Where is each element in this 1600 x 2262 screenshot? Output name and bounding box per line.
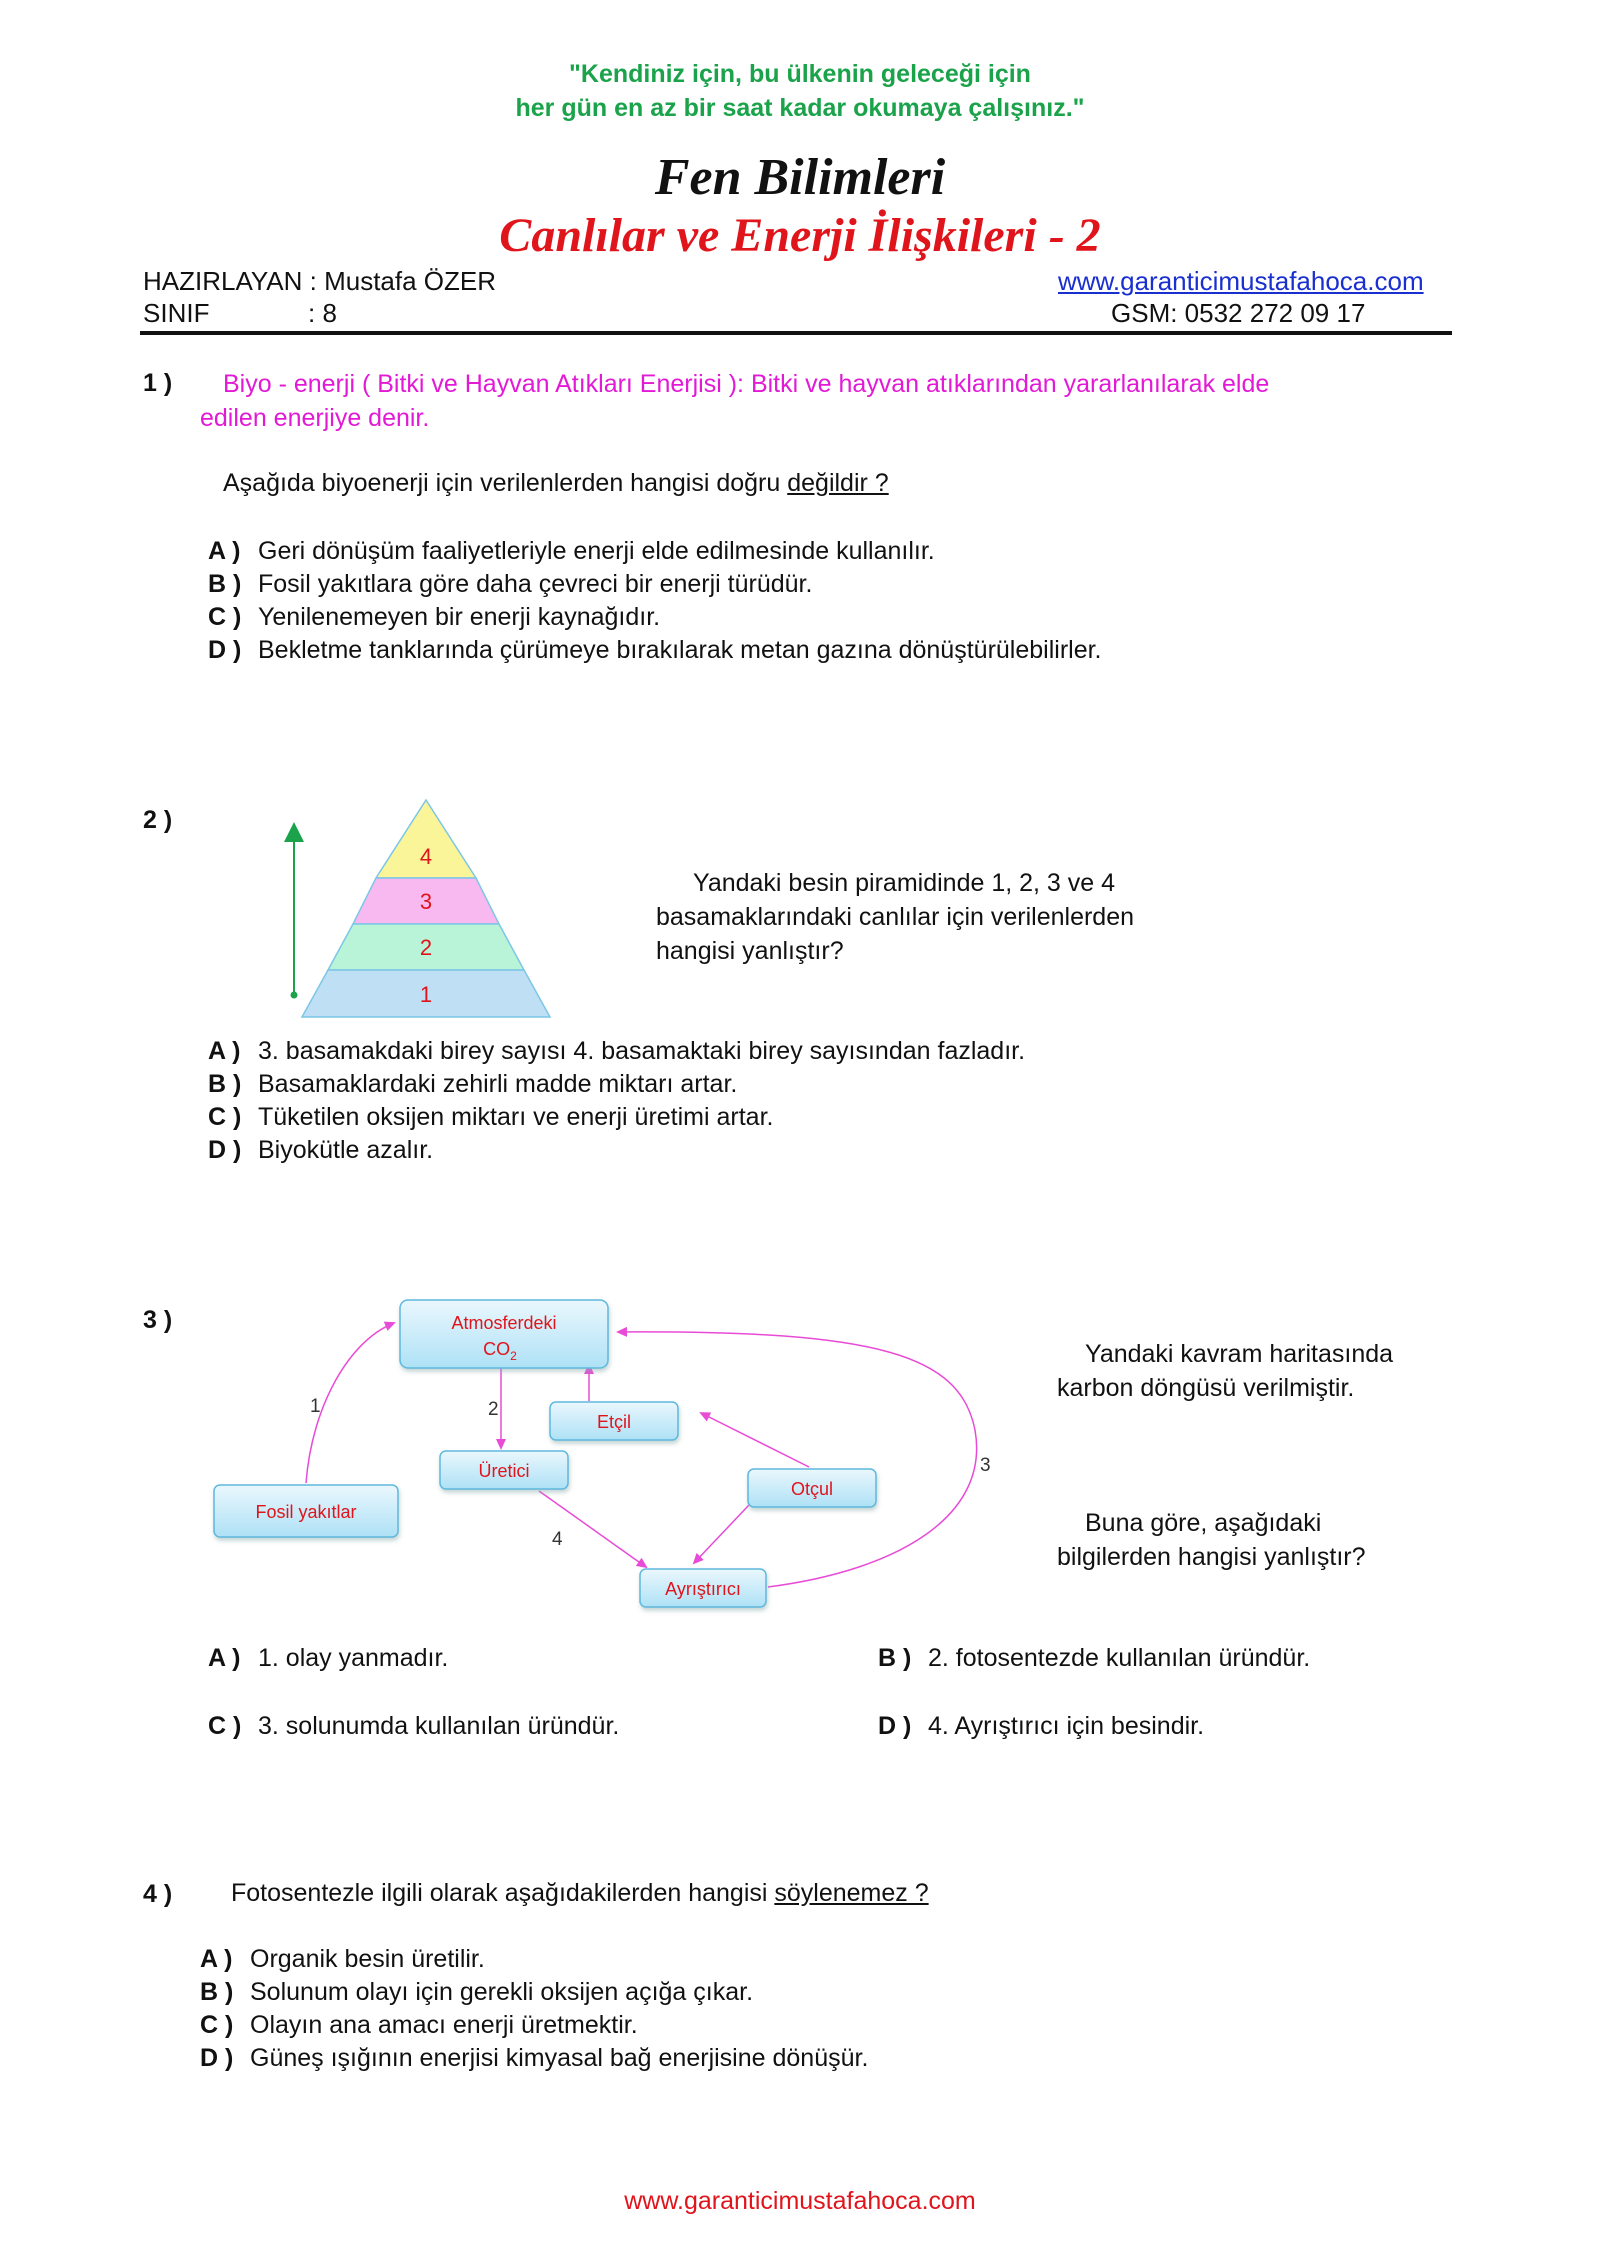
question-2-stem-line-1: Yandaki besin piramidinde 1, 2, 3 ve 4 — [693, 869, 1116, 897]
question-4-options — [200, 1943, 868, 2075]
header-divider — [140, 331, 1452, 335]
question-1-stem — [223, 466, 889, 500]
question-1-intro-line-1: Biyo - enerji ( Bitki ve Hayvan Atıkları Enerjisi ): Bitki ve hayvan atıklarından yararlanılarak elde — [223, 370, 1270, 398]
question-4-stem-negation: söylenemez ? — [774, 1879, 929, 1907]
node-uretici-label: Üretici — [478, 1461, 530, 1481]
question-2-number: 2 ) — [143, 806, 173, 834]
class-label: SINIF — [143, 298, 210, 328]
option-letter: A ) — [208, 537, 241, 565]
arrow-label-1: 1 — [310, 1396, 321, 1417]
question-3-number: 3 ) — [143, 1306, 173, 1334]
option-letter: D ) — [200, 2044, 234, 2072]
question-3-option-c[interactable] — [208, 1710, 619, 1743]
question-2-option-a[interactable] — [208, 1035, 1025, 1068]
pyramid-arrow-origin-dot — [291, 992, 298, 999]
question-1-option-b[interactable] — [208, 568, 1102, 601]
gsm-number: GSM: 0532 272 09 17 — [1111, 298, 1366, 328]
question-2-option-c[interactable] — [208, 1101, 1025, 1134]
node-otcul-label: Otçul — [790, 1479, 834, 1499]
food-pyramid-diagram — [280, 790, 560, 1030]
arrow-label-3: 3 — [980, 1455, 991, 1476]
motivational-quote-line-2: her gün en az bir saat kadar okumaya çalışınız." — [515, 94, 1085, 122]
arrow-ayristirici-to-atmosphere — [618, 1332, 977, 1587]
motivational-quote-line-1: "Kendiniz için, bu ülkenin geleceği için — [569, 60, 1031, 88]
option-text: 4. Ayrıştırıcı için besindir. — [928, 1712, 1205, 1740]
option-text: 1. olay yanmadır. — [258, 1644, 449, 1672]
node-ayristirici-label: Ayrıştırıcı — [665, 1579, 741, 1599]
option-text: 3. basamakdaki birey sayısı 4. basamaktaki birey sayısından fazladır. — [258, 1037, 1026, 1065]
header-website-link[interactable]: www.garanticimustafahoca.com — [1058, 266, 1424, 296]
node-atmosphere-co2 — [400, 1300, 608, 1368]
option-text: Bekletme tanklarında çürümeye bırakılarak metan gazına dönüştürülebilirler. — [258, 636, 1102, 664]
footer-website-link[interactable]: www.garanticimustafahoca.com — [624, 2187, 976, 2215]
option-text: Organik besin üretilir. — [250, 1945, 485, 1973]
arrow-otcul-to-etcil — [701, 1413, 809, 1467]
option-text: Güneş ışığının enerjisi kimyasal bağ enerjisine dönüşür. — [250, 2044, 869, 2072]
option-text: Tüketilen oksijen miktarı ve enerji üretimi artar. — [258, 1103, 774, 1131]
question-1-options — [208, 535, 1102, 667]
question-3-desc-line-1: Yandaki kavram haritasında — [1085, 1340, 1394, 1368]
question-1-option-d[interactable] — [208, 634, 1102, 667]
node-etcil-label: Etçil — [596, 1412, 632, 1432]
arrow-otcul-to-ayristirici — [694, 1505, 749, 1563]
option-text: Biyokütle azalır. — [258, 1136, 434, 1164]
option-text: Solunum olayı için gerekli oksijen açığa çıkar. — [250, 1978, 754, 2006]
question-1-stem-negation: değildir ? — [787, 469, 889, 497]
question-3-stem-line-1: Buna göre, aşağıdaki — [1085, 1509, 1322, 1537]
question-2-stem-line-2: basamaklarındaki canlılar için verilenlerden — [656, 903, 1135, 931]
option-letter: C ) — [200, 2011, 234, 2039]
node-co2-label: $CO_2$ — [483, 1339, 517, 1363]
pyramid-level-2-label: 2 — [419, 935, 433, 960]
arrow-label-2: 2 — [488, 1399, 499, 1420]
option-letter: B ) — [208, 570, 242, 598]
node-ayristirici — [640, 1569, 766, 1607]
option-letter: A ) — [208, 1037, 241, 1065]
question-4-option-b[interactable] — [200, 1976, 868, 2009]
question-2-stem-line-3: hangisi yanlıştır? — [656, 937, 844, 965]
question-1-intro-line-2: edilen enerjiye denir. — [200, 404, 430, 432]
option-letter: D ) — [208, 636, 242, 664]
pyramid-level-4-label: 4 — [419, 844, 433, 869]
node-otcul — [748, 1469, 876, 1507]
option-letter: A ) — [208, 1644, 241, 1672]
question-2-option-d[interactable] — [208, 1134, 1025, 1167]
option-letter: C ) — [208, 1103, 242, 1131]
node-fosil-yakitlar — [214, 1485, 398, 1537]
question-3-stem-line-2: bilgilerden hangisi yanlıştır? — [1057, 1543, 1366, 1571]
question-4-stem — [231, 1876, 929, 1910]
question-3-option-d[interactable] — [878, 1710, 1204, 1743]
option-letter: D ) — [878, 1712, 912, 1740]
option-text: Geri dönüşüm faaliyetleriyle enerji elde edilmesinde kullanılır. — [258, 537, 935, 565]
question-4-number: 4 ) — [143, 1880, 173, 1908]
option-text: 2. fotosentezde kullanılan üründür. — [928, 1644, 1311, 1672]
option-letter: C ) — [208, 603, 242, 631]
question-1-stem-text: Aşağıda biyoenerji için verilenlerden hangisi doğru — [223, 469, 788, 497]
question-1-option-a[interactable] — [208, 535, 1102, 568]
carbon-cycle-concept-map — [200, 1285, 1020, 1630]
option-text: Olayın ana amacı enerji üretmektir. — [250, 2011, 638, 2039]
question-3-option-b[interactable] — [878, 1642, 1310, 1675]
option-text: Fosil yakıtlara göre daha çevreci bir enerji türüdür. — [258, 570, 813, 598]
pyramid-level-3-label: 3 — [419, 889, 433, 914]
author-label: HAZIRLAYAN : Mustafa ÖZER — [143, 266, 497, 296]
option-letter: A ) — [200, 1945, 233, 1973]
option-letter: D ) — [208, 1136, 242, 1164]
node-atmosphere-label: Atmosferdeki — [451, 1313, 557, 1333]
question-4-option-d[interactable] — [200, 2042, 868, 2075]
class-value: : 8 — [308, 298, 337, 328]
option-letter: B ) — [878, 1644, 912, 1672]
question-4-option-c[interactable] — [200, 2009, 868, 2042]
question-3-option-a[interactable] — [208, 1642, 448, 1675]
option-text: 3. solunumda kullanılan üründür. — [258, 1712, 620, 1740]
question-4-option-a[interactable] — [200, 1943, 868, 1976]
page-title: Fen Bilimleri — [654, 149, 946, 206]
question-3-desc-line-2: karbon döngüsü verilmiştir. — [1057, 1374, 1355, 1402]
question-2-option-b[interactable] — [208, 1068, 1025, 1101]
option-letter: B ) — [208, 1070, 242, 1098]
option-letter: C ) — [208, 1712, 242, 1740]
option-text: Basamaklardaki zehirli madde miktarı artar. — [258, 1070, 738, 1098]
question-4-stem-text: Fotosentezle ilgili olarak aşağıdakilerden hangisi — [231, 1879, 775, 1907]
option-text: Yenilenemeyen bir enerji kaynağıdır. — [258, 603, 661, 631]
page-subtitle: Canlılar ve Enerji İlişkileri - 2 — [499, 209, 1101, 262]
option-letter: B ) — [200, 1978, 234, 2006]
node-uretici — [440, 1451, 568, 1489]
question-2-options — [208, 1035, 1025, 1167]
pyramid-level-1-label: 1 — [419, 982, 433, 1007]
node-fosil-label: Fosil yakıtlar — [255, 1502, 357, 1522]
arrow-label-4: 4 — [552, 1529, 563, 1550]
question-1-option-c[interactable] — [208, 601, 1102, 634]
question-1-number: 1 ) — [143, 369, 173, 397]
node-etcil — [550, 1402, 678, 1440]
